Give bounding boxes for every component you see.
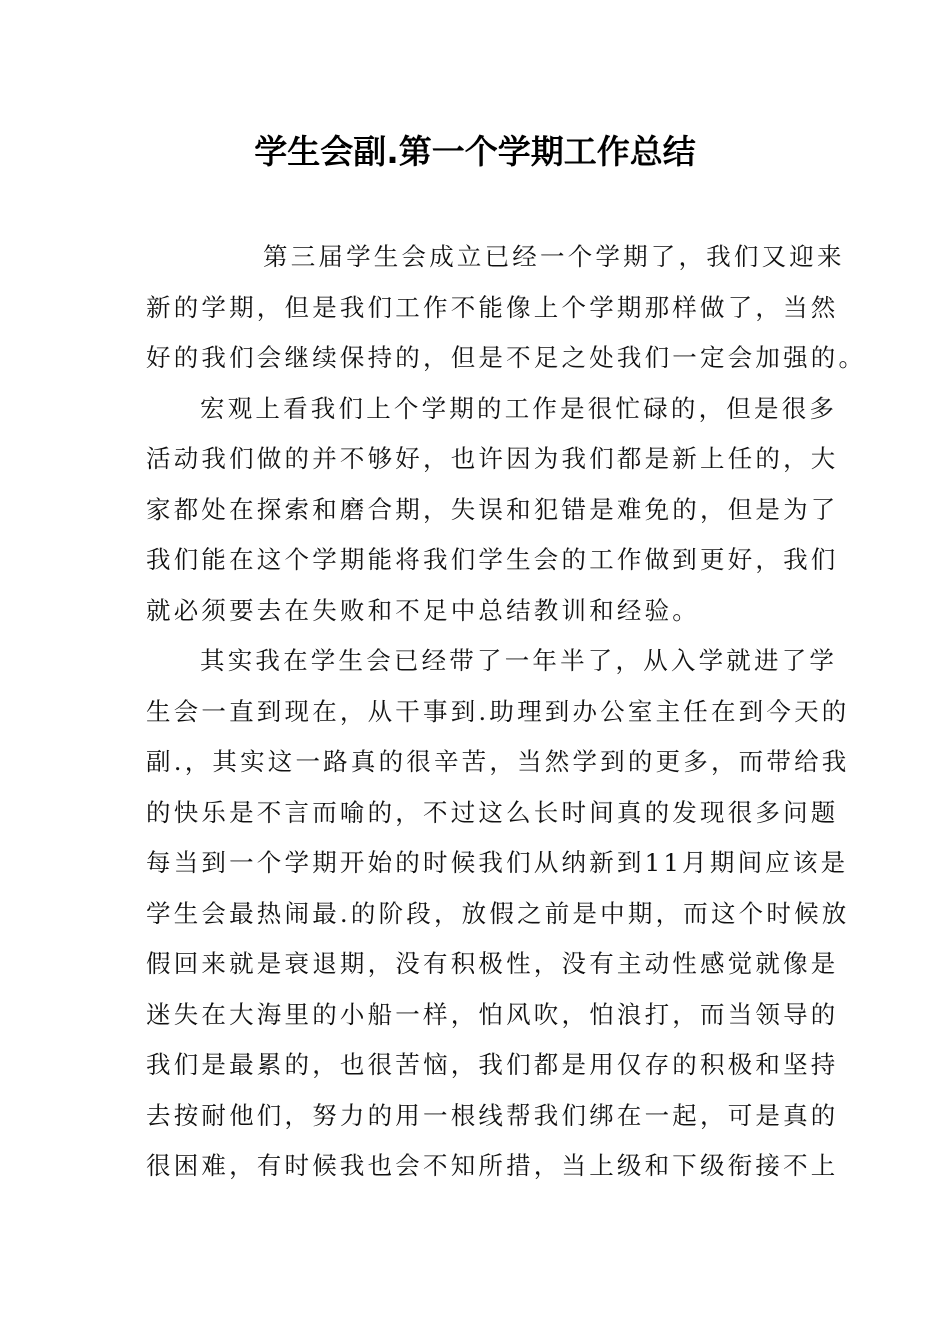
paragraph-line: 每当到一个学期开始的时候我们从纳新到11月期间应该是 [146, 848, 849, 877]
paragraph-line: 副.，其实这一路真的很辛苦，当然学到的更多，而带给我 [146, 747, 850, 776]
paragraph-line: 我们是最累的，也很苦恼，我们都是用仅存的积极和坚持 [146, 1050, 839, 1079]
paragraph-line: 假回来就是衰退期，没有积极性，没有主动性感觉就像是 [146, 949, 839, 978]
paragraph-line: 家都处在探索和磨合期，失误和犯错是难免的，但是为了 [146, 494, 839, 524]
paragraph-line: 生会一直到现在，从干事到.助理到办公室主任在到今天的 [146, 696, 850, 726]
paragraph-line: 好的我们会继续保持的，但是不足之处我们一定会加强的。 [146, 343, 867, 372]
paragraph-3 [146, 636, 850, 1192]
paragraph-line: 宏观上看我们上个学期的工作是很忙碌的，但是很多 [200, 393, 838, 423]
paragraph-1 [146, 232, 867, 384]
paragraph-line: 新的学期，但是我们工作不能像上个学期那样做了，当然 [146, 292, 839, 322]
paragraph-line: 迷失在大海里的小船一样，怕风吹，怕浪打，而当领导的 [146, 999, 839, 1029]
document-body [146, 232, 867, 1192]
paragraph-line: 很困难，有时候我也会不知所措，当上级和下级衔接不上 [146, 1151, 839, 1180]
paragraph-line: 的快乐是不言而喻的，不过这么长时间真的发现很多问题 [146, 797, 839, 827]
paragraph-line: 就必须要去在失败和不足中总结教训和经验。 [146, 595, 700, 625]
paragraph-line: 我们能在这个学期能将我们学生会的工作做到更好，我们 [146, 545, 839, 574]
paragraph-line: 第三届学生会成立已经一个学期了，我们又迎来 [263, 242, 845, 271]
paragraph-line: 去按耐他们，努力的用一根线帮我们绑在一起，可是真的 [146, 1100, 839, 1130]
paragraph-line: 学生会最热闹最.的阶段，放假之前是中期，而这个时候放 [146, 898, 850, 928]
paragraph-line: 活动我们做的并不够好，也许因为我们都是新上任的，大 [146, 444, 839, 473]
document-title: 学生会副.第一个学期工作总结 [254, 132, 696, 171]
paragraph-line: 其实我在学生会已经带了一年半了，从入学就进了学 [200, 646, 838, 675]
paragraph-2 [146, 384, 839, 637]
